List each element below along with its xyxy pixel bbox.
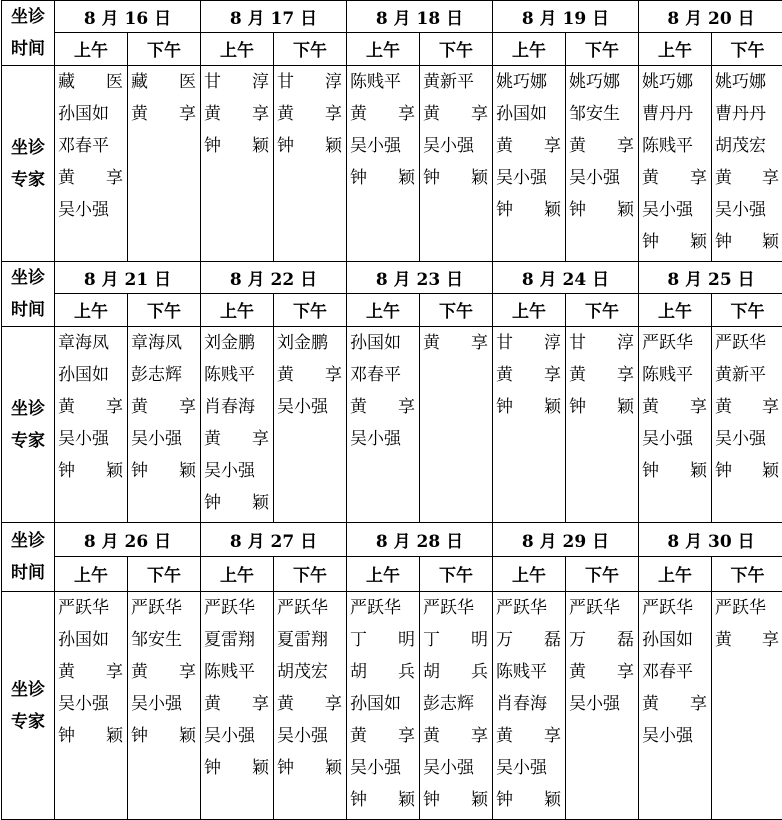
afternoon-header: 下午 <box>128 293 201 326</box>
expert-name: 钟 颖 <box>493 784 565 816</box>
expert-name: 钟 颖 <box>201 130 273 162</box>
afternoon-header: 下午 <box>712 293 782 326</box>
expert-name: 万 磊 <box>566 624 638 656</box>
expert-name: 曹丹丹 <box>712 98 782 130</box>
clinic-schedule-table <box>1 0 782 820</box>
morning-header: 上午 <box>55 556 128 591</box>
expert-name: 甘 淳 <box>493 327 565 359</box>
expert-name: 黄 享 <box>712 624 782 656</box>
afternoon-header: 下午 <box>712 556 782 591</box>
expert-name: 黄 享 <box>347 391 419 423</box>
expert-name: 陈贱平 <box>347 66 419 98</box>
afternoon-experts-cell <box>274 327 347 523</box>
afternoon-experts-cell <box>274 66 347 262</box>
experts-label-line: 坐诊 <box>2 393 54 425</box>
expert-name: 邹安生 <box>128 624 200 656</box>
expert-name: 甘 淳 <box>274 66 346 98</box>
expert-name: 姚巧娜 <box>566 66 638 98</box>
morning-experts-cell <box>493 66 566 262</box>
morning-experts-cell <box>201 592 274 820</box>
expert-name: 孙国如 <box>493 98 565 130</box>
expert-name: 吴小强 <box>493 162 565 194</box>
expert-name: 黄 享 <box>420 98 492 130</box>
morning-header: 上午 <box>201 556 274 591</box>
expert-name: 黄 享 <box>274 688 346 720</box>
expert-name: 姚巧娜 <box>712 66 782 98</box>
morning-header: 上午 <box>347 293 420 326</box>
date-header: 8 月 25 日 <box>639 262 782 294</box>
expert-name: 邓春平 <box>347 359 419 391</box>
morning-header: 上午 <box>493 293 566 326</box>
afternoon-experts-cell <box>566 66 639 262</box>
expert-name: 钟 颖 <box>639 455 711 487</box>
morning-header: 上午 <box>55 32 128 65</box>
date-header: 8 月 23 日 <box>347 262 493 294</box>
expert-name: 吴小强 <box>712 423 782 455</box>
afternoon-experts-cell <box>712 592 782 820</box>
time-label <box>2 523 55 592</box>
experts-row <box>2 592 782 820</box>
expert-name: 吴小强 <box>566 162 638 194</box>
expert-name: 黄 享 <box>55 391 127 423</box>
morning-experts-cell <box>55 592 128 820</box>
morning-header: 上午 <box>201 293 274 326</box>
morning-experts-cell <box>493 592 566 820</box>
week-date-row <box>2 262 782 294</box>
afternoon-experts-cell <box>566 327 639 523</box>
half-day-row <box>2 32 782 65</box>
expert-name: 严跃华 <box>420 592 492 624</box>
expert-name: 黄 享 <box>639 162 711 194</box>
experts-row <box>2 66 782 262</box>
expert-name: 夏雷翔 <box>274 624 346 656</box>
expert-name: 严跃华 <box>639 592 711 624</box>
experts-label-line: 坐诊 <box>2 132 54 164</box>
expert-name: 吴小强 <box>274 720 346 752</box>
expert-name: 钟 颖 <box>566 194 638 226</box>
morning-header: 上午 <box>639 32 712 65</box>
expert-name: 万 磊 <box>493 624 565 656</box>
expert-name: 严跃华 <box>128 592 200 624</box>
expert-name: 黄 享 <box>201 98 273 130</box>
expert-name: 黄 享 <box>639 688 711 720</box>
time-label <box>2 1 55 66</box>
afternoon-header: 下午 <box>128 556 201 591</box>
expert-name: 吴小强 <box>201 455 273 487</box>
afternoon-header: 下午 <box>274 32 347 65</box>
expert-name: 钟 颖 <box>201 752 273 784</box>
expert-name: 章海凤 <box>128 327 200 359</box>
afternoon-header: 下午 <box>566 293 639 326</box>
afternoon-header: 下午 <box>128 32 201 65</box>
date-header: 8 月 19 日 <box>493 1 639 33</box>
week-date-row <box>2 1 782 33</box>
expert-name: 邹安生 <box>566 98 638 130</box>
expert-name: 彭志辉 <box>128 359 200 391</box>
morning-header: 上午 <box>639 293 712 326</box>
expert-name: 钟 颖 <box>128 455 200 487</box>
expert-name: 黄 享 <box>712 162 782 194</box>
morning-experts-cell <box>347 327 420 523</box>
expert-name: 钟 颖 <box>347 162 419 194</box>
expert-name: 黄 享 <box>201 688 273 720</box>
afternoon-header: 下午 <box>274 556 347 591</box>
expert-name: 吴小强 <box>55 688 127 720</box>
morning-experts-cell <box>639 66 712 262</box>
experts-row <box>2 327 782 523</box>
expert-name: 黄 享 <box>347 98 419 130</box>
expert-name: 吴小强 <box>639 720 711 752</box>
afternoon-header: 下午 <box>420 32 493 65</box>
date-header: 8 月 29 日 <box>493 523 639 557</box>
experts-label <box>2 327 55 523</box>
expert-name: 黄新平 <box>712 359 782 391</box>
afternoon-experts-cell <box>420 66 493 262</box>
expert-name: 黄 享 <box>493 359 565 391</box>
time-label-line: 坐诊 <box>2 525 54 557</box>
expert-name: 肖春海 <box>201 391 273 423</box>
expert-name: 黄 享 <box>128 391 200 423</box>
expert-name: 吴小强 <box>712 194 782 226</box>
morning-experts-cell <box>639 592 712 820</box>
experts-label <box>2 66 55 262</box>
expert-name: 孙国如 <box>347 688 419 720</box>
expert-name: 吴小强 <box>566 688 638 720</box>
expert-name: 陈贱平 <box>201 359 273 391</box>
time-label-line: 时间 <box>2 294 54 326</box>
expert-name: 钟 颖 <box>420 162 492 194</box>
afternoon-experts-cell <box>274 592 347 820</box>
date-header: 8 月 30 日 <box>639 523 782 557</box>
expert-name: 陈贱平 <box>201 656 273 688</box>
morning-header: 上午 <box>201 32 274 65</box>
morning-header: 上午 <box>347 32 420 65</box>
expert-name: 吴小强 <box>55 194 127 226</box>
expert-name: 孙国如 <box>55 359 127 391</box>
expert-name: 黄新平 <box>420 66 492 98</box>
expert-name: 吴小强 <box>347 752 419 784</box>
expert-name: 孙国如 <box>55 98 127 130</box>
experts-label-line: 专家 <box>2 706 54 738</box>
afternoon-experts-cell <box>712 66 782 262</box>
expert-name: 胡 兵 <box>347 656 419 688</box>
expert-name: 严跃华 <box>493 592 565 624</box>
expert-name: 严跃华 <box>347 592 419 624</box>
afternoon-experts-cell <box>712 327 782 523</box>
time-label-line: 时间 <box>2 33 54 65</box>
half-day-row <box>2 556 782 591</box>
expert-name: 黄 享 <box>128 656 200 688</box>
expert-name: 黄 享 <box>493 130 565 162</box>
expert-name: 彭志辉 <box>420 688 492 720</box>
expert-name: 吴小强 <box>201 720 273 752</box>
expert-name: 陈贱平 <box>639 130 711 162</box>
afternoon-experts-cell <box>128 327 201 523</box>
afternoon-header: 下午 <box>420 293 493 326</box>
expert-name: 胡茂宏 <box>274 656 346 688</box>
expert-name: 甘 淳 <box>566 327 638 359</box>
expert-name: 黄 享 <box>274 98 346 130</box>
morning-header: 上午 <box>493 32 566 65</box>
date-header: 8 月 21 日 <box>55 262 201 294</box>
afternoon-header: 下午 <box>712 32 782 65</box>
morning-experts-cell <box>493 327 566 523</box>
expert-name: 钟 颖 <box>201 487 273 519</box>
expert-name: 吴小强 <box>493 752 565 784</box>
morning-experts-cell <box>347 66 420 262</box>
week-date-row <box>2 523 782 557</box>
morning-header: 上午 <box>639 556 712 591</box>
expert-name: 吴小强 <box>128 688 200 720</box>
expert-name: 黄 享 <box>274 359 346 391</box>
date-header: 8 月 22 日 <box>201 262 347 294</box>
expert-name: 黄 享 <box>201 423 273 455</box>
expert-name: 严跃华 <box>566 592 638 624</box>
expert-name: 胡 兵 <box>420 656 492 688</box>
expert-name: 陈贱平 <box>639 359 711 391</box>
date-header: 8 月 16 日 <box>55 1 201 33</box>
expert-name: 刘金鹏 <box>274 327 346 359</box>
afternoon-header: 下午 <box>566 556 639 591</box>
expert-name: 甘 淳 <box>201 66 273 98</box>
afternoon-header: 下午 <box>420 556 493 591</box>
expert-name: 吴小强 <box>420 752 492 784</box>
expert-name: 章海凤 <box>55 327 127 359</box>
expert-name: 丁 明 <box>420 624 492 656</box>
expert-name: 黄 享 <box>566 130 638 162</box>
afternoon-experts-cell <box>420 592 493 820</box>
expert-name: 黄 享 <box>55 162 127 194</box>
expert-name: 钟 颖 <box>493 391 565 423</box>
morning-header: 上午 <box>55 293 128 326</box>
expert-name: 钟 颖 <box>274 130 346 162</box>
expert-name: 藏 医 <box>55 66 127 98</box>
expert-name: 陈贱平 <box>493 656 565 688</box>
experts-label <box>2 592 55 820</box>
schedule-body <box>2 1 782 820</box>
expert-name: 钟 颖 <box>712 226 782 258</box>
expert-name: 吴小强 <box>274 391 346 423</box>
expert-name: 严跃华 <box>712 327 782 359</box>
expert-name: 黄 享 <box>420 720 492 752</box>
morning-header: 上午 <box>347 556 420 591</box>
expert-name: 邓春平 <box>639 656 711 688</box>
time-label <box>2 262 55 327</box>
expert-name: 曹丹丹 <box>639 98 711 130</box>
date-header: 8 月 17 日 <box>201 1 347 33</box>
expert-name: 钟 颖 <box>55 720 127 752</box>
expert-name: 黄 享 <box>493 720 565 752</box>
expert-name: 邓春平 <box>55 130 127 162</box>
expert-name: 钟 颖 <box>55 455 127 487</box>
expert-name: 黄 享 <box>420 327 492 359</box>
expert-name: 吴小强 <box>347 423 419 455</box>
morning-experts-cell <box>201 327 274 523</box>
expert-name: 吴小强 <box>639 194 711 226</box>
expert-name: 肖春海 <box>493 688 565 720</box>
expert-name: 钟 颖 <box>420 784 492 816</box>
expert-name: 严跃华 <box>712 592 782 624</box>
afternoon-experts-cell <box>420 327 493 523</box>
expert-name: 姚巧娜 <box>639 66 711 98</box>
expert-name: 吴小强 <box>420 130 492 162</box>
morning-experts-cell <box>201 66 274 262</box>
morning-experts-cell <box>347 592 420 820</box>
expert-name: 严跃华 <box>274 592 346 624</box>
expert-name: 严跃华 <box>201 592 273 624</box>
experts-label-line: 专家 <box>2 425 54 457</box>
expert-name: 黄 享 <box>55 656 127 688</box>
expert-name: 刘金鹏 <box>201 327 273 359</box>
expert-name: 黄 享 <box>128 98 200 130</box>
expert-name: 孙国如 <box>639 624 711 656</box>
afternoon-header: 下午 <box>274 293 347 326</box>
expert-name: 吴小强 <box>55 423 127 455</box>
expert-name: 胡茂宏 <box>712 130 782 162</box>
date-header: 8 月 26 日 <box>55 523 201 557</box>
afternoon-header: 下午 <box>566 32 639 65</box>
time-label-line: 时间 <box>2 557 54 589</box>
expert-name: 黄 享 <box>639 391 711 423</box>
expert-name: 严跃华 <box>639 327 711 359</box>
morning-experts-cell <box>639 327 712 523</box>
date-header: 8 月 20 日 <box>639 1 782 33</box>
expert-name: 黄 享 <box>712 391 782 423</box>
time-label-line: 坐诊 <box>2 1 54 33</box>
expert-name: 吴小强 <box>639 423 711 455</box>
expert-name: 黄 享 <box>347 720 419 752</box>
expert-name: 夏雷翔 <box>201 624 273 656</box>
expert-name: 钟 颖 <box>639 226 711 258</box>
date-header: 8 月 27 日 <box>201 523 347 557</box>
expert-name: 钟 颖 <box>347 784 419 816</box>
expert-name: 黄 享 <box>566 656 638 688</box>
date-header: 8 月 28 日 <box>347 523 493 557</box>
expert-name: 吴小强 <box>128 423 200 455</box>
expert-name: 钟 颖 <box>493 194 565 226</box>
expert-name: 严跃华 <box>55 592 127 624</box>
morning-experts-cell <box>55 327 128 523</box>
morning-header: 上午 <box>493 556 566 591</box>
expert-name: 钟 颖 <box>566 391 638 423</box>
expert-name: 钟 颖 <box>712 455 782 487</box>
experts-label-line: 专家 <box>2 164 54 196</box>
expert-name: 藏 医 <box>128 66 200 98</box>
expert-name: 孙国如 <box>347 327 419 359</box>
expert-name: 丁 明 <box>347 624 419 656</box>
expert-name: 钟 颖 <box>274 752 346 784</box>
afternoon-experts-cell <box>566 592 639 820</box>
half-day-row <box>2 293 782 326</box>
expert-name: 黄 享 <box>566 359 638 391</box>
expert-name: 姚巧娜 <box>493 66 565 98</box>
date-header: 8 月 24 日 <box>493 262 639 294</box>
time-label-line: 坐诊 <box>2 262 54 294</box>
expert-name: 孙国如 <box>55 624 127 656</box>
experts-label-line: 坐诊 <box>2 674 54 706</box>
expert-name: 吴小强 <box>347 130 419 162</box>
expert-name: 钟 颖 <box>128 720 200 752</box>
date-header: 8 月 18 日 <box>347 1 493 33</box>
morning-experts-cell <box>55 66 128 262</box>
afternoon-experts-cell <box>128 592 201 820</box>
afternoon-experts-cell <box>128 66 201 262</box>
